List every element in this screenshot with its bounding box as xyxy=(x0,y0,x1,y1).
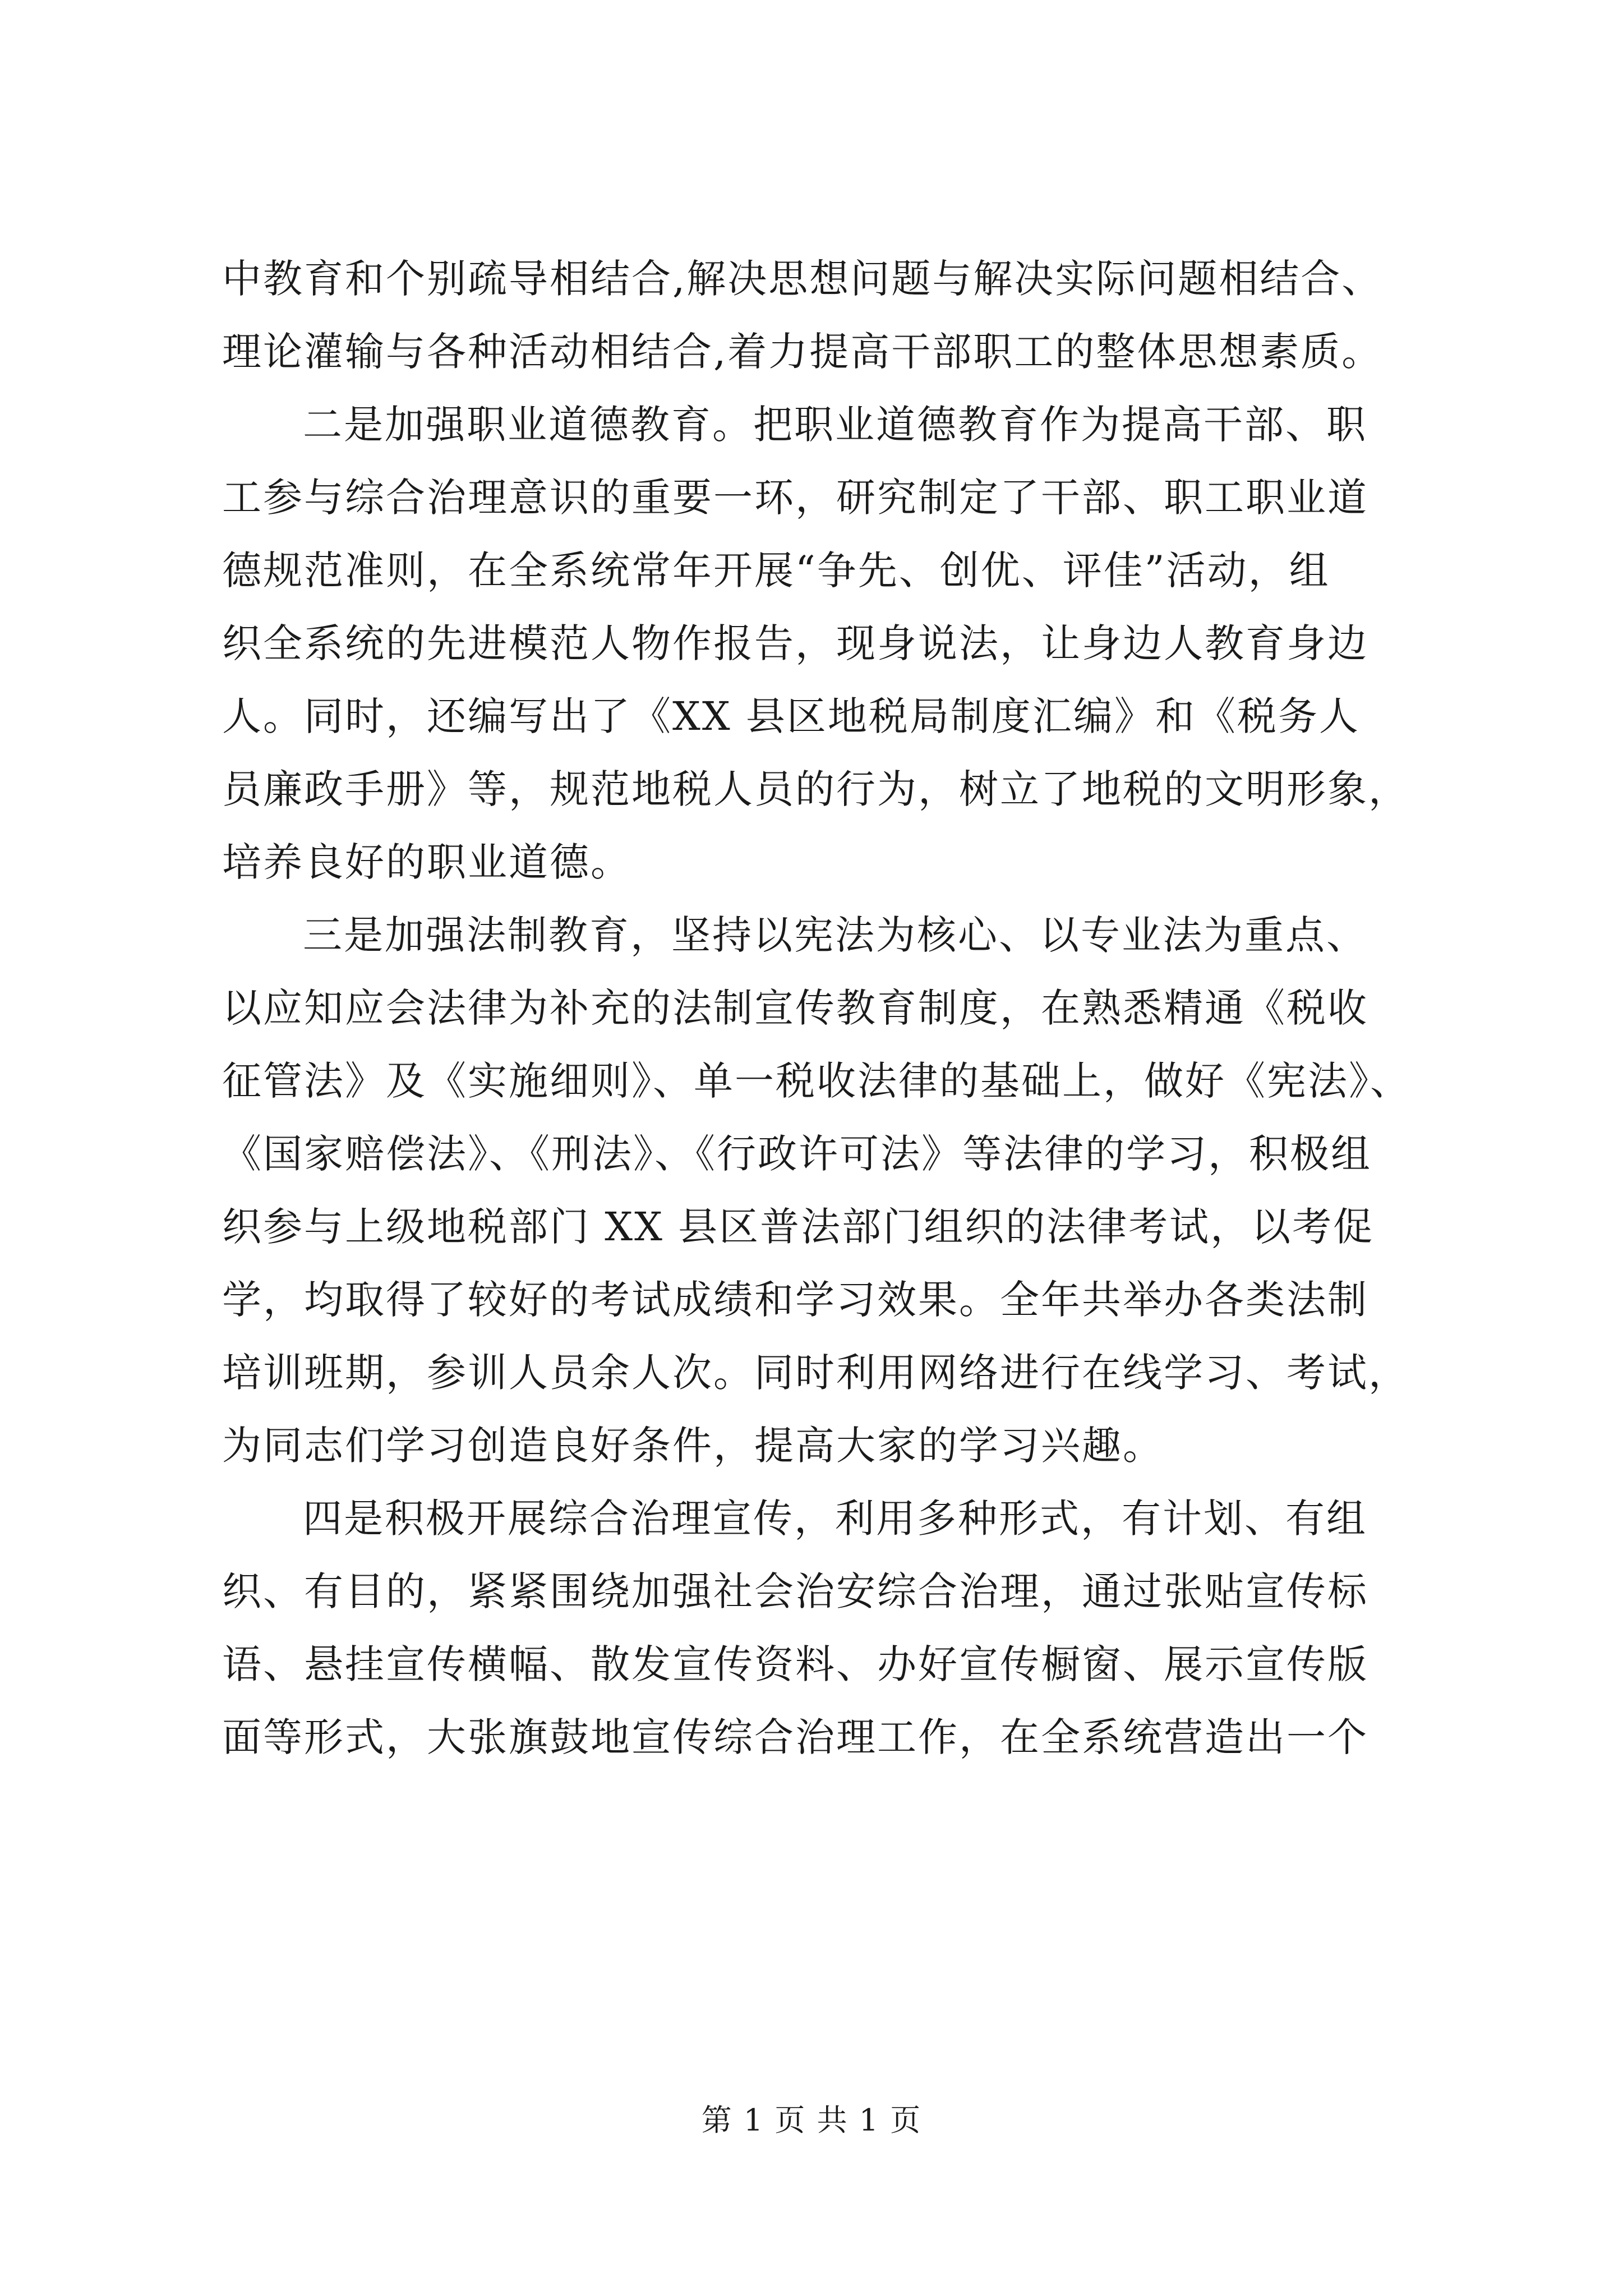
text-line-8: 员廉政手册》等，规范地税人员的行为，树立了地税的文明形象， xyxy=(222,766,1409,812)
text-line-21: 面等形式，大张旗鼓地宣传综合治理工作，在全系统营造出一个 xyxy=(222,1714,1368,1760)
text-line-11: 以应知应会法律为补充的法制宣传教育制度，在熟悉精通《税收 xyxy=(222,985,1368,1031)
text-line-15: 学，均取得了较好的考试成绩和学习效果。全年共举办各类法制 xyxy=(222,1277,1368,1323)
text-line-20: 语、悬挂宣传横幅、散发宣传资料、办好宣传橱窗、展示宣传版 xyxy=(222,1641,1368,1687)
page-footer: 第 1 页 共 1 页 xyxy=(701,2102,922,2138)
text-line-4: 工参与综合治理意识的重要一环，研究制定了干部、职工职业道 xyxy=(222,475,1368,521)
paragraph-4-first-line: 四是积极开展综合治理宣传，利用多种形式，有计划、有组 xyxy=(303,1496,1367,1542)
text-line-13: 《国家赔偿法》、《刑法》、《行政许可法》等法律的学习，积极组 xyxy=(222,1131,1372,1177)
text-line-9: 培养良好的职业道德。 xyxy=(222,839,631,885)
text-line-17: 为同志们学习创造良好条件，提高大家的学习兴趣。 xyxy=(222,1423,1164,1469)
text-line-14: 织参与上级地税部门 XX 县区普法部门组织的法律考试，以考促 xyxy=(222,1204,1375,1250)
paragraph-2-first-line: 二是加强职业道德教育。把职业道德教育作为提高干部、职 xyxy=(303,402,1367,448)
text-line-5: 德规范准则，在全系统常年开展“争先、创优、评佳”活动，组 xyxy=(222,547,1330,593)
text-line-16: 培训班期，参训人员余人次。同时利用网络进行在线学习、考试， xyxy=(222,1350,1409,1396)
text-line-12: 征管法》及《实施细则》、单一税收法律的基础上，做好《宪法》、 xyxy=(222,1058,1411,1104)
text-line-1: 中教育和个别疏导相结合,解决思想问题与解决实际问题相结合、 xyxy=(222,256,1383,302)
text-line-7: 人。同时，还编写出了《XX 县区地税局制度汇编》和《税务人 xyxy=(222,693,1360,739)
text-line-19: 织、有目的，紧紧围绕加强社会治安综合治理，通过张贴宣传标 xyxy=(222,1568,1368,1614)
paragraph-3-first-line: 三是加强法制教育，坚持以宪法为核心、以专业法为重点、 xyxy=(303,912,1367,958)
text-line-6: 织全系统的先进模范人物作报告，现身说法，让身边人教育身边 xyxy=(222,620,1368,666)
text-line-2: 理论灌输与各种活动相结合,着力提高干部职工的整体思想素质。 xyxy=(222,329,1383,375)
